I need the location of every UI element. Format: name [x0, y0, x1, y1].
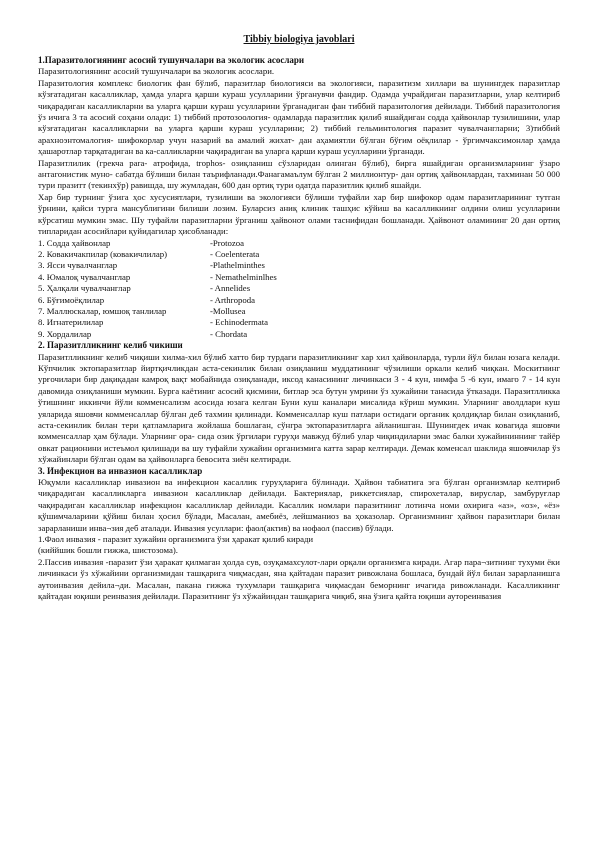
list-item: [38, 238, 560, 249]
taxon-name: 8. Игнатерилилар: [38, 317, 104, 328]
list-item: [38, 283, 560, 294]
taxon-name: 7. Маллюскалар, юмшоқ танлилар: [38, 305, 167, 316]
section-heading: 2. Паразитлликнинг келиб чикиши: [38, 340, 183, 351]
taxon-latin: - Arthropoda: [210, 294, 255, 305]
section-heading: 3. Инфекцион ва инвазион касалликлар: [38, 465, 203, 476]
paragraph: Паразитология комплекс биологик фан бўлиб, паразитлар биологияси ва экологияси, паразитизм хиллари ва шунингдек паразитлар кўзғатадиган касалликлар, ҳамда уларга қарши кураш усулларини ўрганувчи фандир. Одамда учрайдиган паразитларни, улар келтириб чиқарадиган касалликларни ва уларга қарши кураш усулларини ўрганадиган фан тиббий паразитология дейилади. Тиббий паразитология ўз ичига 3 та асосий соҳани олади: 1) тиббий протозоология- одамларда паразитлик қилиб яшайдиган содда ҳайвонлар тузилишини, улар кўзғатадиган касалликларни ва уларга қарши кураш усулларини; 2) тиббий гельминтология паразит чувалчангларни; 3)тиббий арахноэнтомалогия- шифокорлар учун назарий ва амалий жихат- дан аҳамиятли бўлган бўғим оёқлилар - ўргимчаксимонлар ҳамда ҳашаротлар тарқатадиган ва ка-салликларни чақирадиган ва уларга қарши кураш усулларини ўрганади.: [38, 77, 560, 157]
taxon-name: 4. Юмалоқ чувалчанглар: [38, 271, 131, 282]
taxon-name: 5. Ҳалқали чувалчанглар: [38, 283, 131, 294]
taxon-latin: -Mollusea: [210, 305, 246, 316]
taxon-latin: - Annelides: [210, 283, 251, 294]
list-item: [38, 272, 560, 283]
taxon-latin: -Plathelminthes: [210, 260, 265, 271]
taxon-latin: - Chordata: [210, 328, 248, 339]
list-item: [38, 317, 560, 328]
paragraph: Юқумли касалликлар инвазион ва инфекцион касаллик гуруҳларига бўлинади. Ҳайвон табиатига эга бўлган организмлар келтириб чиқарадиган касалликларга инвазион касалликлар дейилади. Бактериялар, риккетсиялар, спирохеталар, вируслар, замбуруғлар чақирадиган касалликлар инфекцион касалликлар дейилади. Касаллик номлари паразитнинг лотинча номи охирига «аз», «оз», «ёз» қўшимчаларини қўйиш билан ҳосил бўлади, Масалан, амебиёз, лейшманиоз ва ҳоказолар. Организмнинг ҳайвон паразитлари билан зарарланиши инва¬зия деб аталади. Инвазия усуллари: фаол(актив) ва нофаол (пассив) бўлади.: [38, 477, 560, 533]
taxon-name: 6. Бўғимоёқлилар: [38, 294, 105, 305]
taxon-name: 2. Ковакичакпилар (ковакичлилар): [38, 248, 167, 259]
paragraph: Паразитологиянинг асосий тушунчалари ва экологик асослари.: [38, 66, 275, 77]
taxon-latin: - Nemathelminlhes: [210, 271, 277, 282]
taxon-latin: - Coelenterata: [210, 248, 260, 259]
taxon-name: 1. Содда ҳайвонлар: [38, 237, 111, 248]
taxon-name: 3. Ясси чувалчанглар: [38, 260, 118, 271]
paragraph: Хар бир турнинг ўзига ҳос хусусиятлари, тузилиши ва экологияси бўлиши туфайли хар бир шифокор одам паразитларининг тутган ўрнини, қайси турга мансублигини билиши лозим. Буларсиз аниқ клиник ташҳис кўйиш ва касалликнинг олдини олиш усулларини кўрсатиш мумкин эмас. Шу туфайли паразитларни ўрганиш ҳайвонот олами таснифидан бошланади. Ҳайвонот оламининг 20 дан ортиқ типларидан асосийлари қуйидагилар ҳисобланади:: [38, 191, 560, 237]
paragraph: (киййшик бошли гижжа, шистозома).: [38, 545, 178, 556]
paragraph: 1.Фаол инвазия - паразит хужайин организмига ўзи ҳаракат қилиб киради: [38, 534, 314, 545]
taxon-latin: - Echinodermata: [210, 317, 269, 328]
taxon-name: 9. Хордалилар: [38, 328, 92, 339]
list-item: [38, 249, 560, 260]
list-item: [38, 306, 560, 317]
list-item: [38, 260, 560, 271]
paragraph: 2.Пассив инвазия -паразит ўзи ҳаракат қилмаган ҳолда сув, озуқамахсулот-лари орқали организмга киради. Агар пара¬зитнинг тухуми ёки личинкаси ўз хўжайини организмидан ташқарига чиқмасдан, яна қайтадан паразит ривожлана бошласа, бундай йўл билан зарарланишга аутоинвазия дейила¬ди. Масалан, пакана гижжа тухумлари ташқарига чиқмасдан беморнинг ичагида ривожланади. Касалликнинг қайтадан юқиши реинвазия дейилади. Паразитнинг ўз хўжайиндан ташқарига чиқиб, яна ўзига қайта юқиши аутореинвазия: [38, 556, 560, 602]
section-heading: 1.Паразитологиянинг асосий тушунчалари ва экологик асослари: [38, 55, 305, 65]
taxonomy-list: [38, 238, 560, 341]
list-item: [38, 295, 560, 306]
document-title: Tibbiy biologiya javoblari: [243, 34, 355, 45]
paragraph: Паразитлилик (грекча para- атрофида, trophos- озиқланиш сўзларидан олинган бўлиб), бирга яшайдиган организмларнинг ўзаро антагонистик муно- сабатда бўлиши билан таърифланади.Фанагамаълум бўлган 2 миллионтур- дан ортиқ ҳайвонлардан, тахминан 50 000 тури празитт (текинхўр) равишда, шу жумладан, 600 дан ортиқ тури одатда паразитлик қилиб яшайди.: [38, 157, 560, 191]
taxon-latin: -Protozoa: [210, 237, 245, 248]
list-item: [38, 329, 560, 340]
paragraph: Паразитлликнинг келиб чиқиши хилма-хил бўлиб хатто бир турдаги паразитликнинг хар хил ҳайвонларда, турли йўл билан юзага келади. Кўпчилик эктопаразитлар йиртқичликдан аста-секинлик билан озиқланиш муддатининг чўзилиши оркали келиб чиқкан. Москитнинг урғочилари бир дақиқадан камроқ вақт мобайнида озиқланади, иксод канасининг личинкаси 3 - 4 кун, нимфа 5 -6 кун, имаго 7 - 14 кун давомида озиқланиши мумкин. Бурга каётиниг асосий қисмини, битлар эса бутун умрини ўз хужайини танасида ўтказади. Паразитлликка ўтишнинг иккинчи йўли комменсализм асосида юзага келган Буни куш каналари мисалида кўриш мумкин. Уларнинг аволдлари куш уяларида яшовчи комменсаллар бўлган деб тахмин қилинади. Комменсаллар куш патлари остидаги органик қолдиқлар билан озиқланиб, аста-секинлик билан тери қатламларига жойлаша бошлаган, сўнгра эктопаразитларга айланишган. Шунингдек ичак ковагида яшовчи комменсаллар ҳам бўлади. Уларнинг ора- сида озик ўргилари гуруҳи мавжуд бўлиб улар чиқиндиларни эмас балки хужайининнинг тайёр овкат рационини истеъмол қилишади ва шу туфайли хужайин организмига катта зарар келтиради. Демак коменсал шаклида яшовчилар ўз хўжайинлари бўлган одам ва ҳайвонларга бевосита зиён келтиради.: [38, 351, 560, 465]
